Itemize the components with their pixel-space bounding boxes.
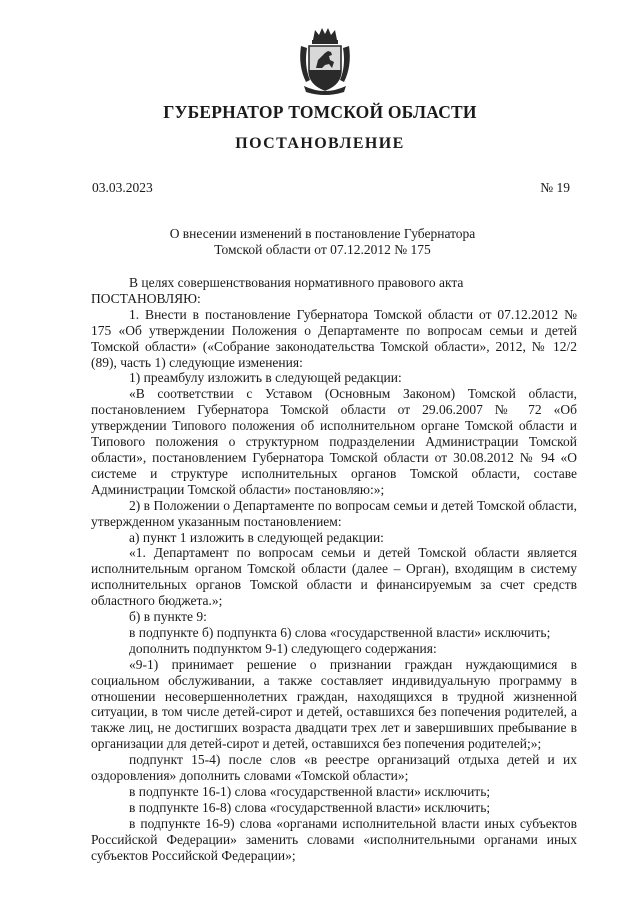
subject-line: Томской области от 07.12.2012 № 175 <box>214 242 431 257</box>
body-paragraph: «9-1) принимает решение о признании граждан нуждающимися в социальном обслуживании, а также составляет индивидуальную программу в отношении несовершеннолетних граждан, находящихся в трудной жизненной ситуации, в том числе детей-сирот и детей, оставшихся без попечения родителей, а также лиц, не достигших возраста двадцати трех лет и завершивших пребывание в организации для детей-сирот и детей, оставшихся без попечения родителей;»; <box>91 656 577 752</box>
body-paragraph: 1) преамбулу изложить в следующей редакции: <box>129 370 402 386</box>
governor-title: ГУБЕРНАТОР ТОМСКОЙ ОБЛАСТИ <box>163 102 477 122</box>
body-paragraph: 1. Внести в постановление Губернатора Томской области от 07.12.2012 № 175 «Об утверждении Положения о Департаменте по вопросам семьи и детей Томской области» («Собрание законодательства Томской области», 2012, № 12/2 (89), часть 1) следующие изменения: <box>91 306 577 370</box>
body-paragraph: «1. Департамент по вопросам семьи и детей Томской области является исполнительным органом Томской области (далее – Орган), входящим в систему исполнительных органов Томской области и финансируемым за счет средств областного бюджета.»; <box>91 545 577 609</box>
tomsk-coat-of-arms-icon <box>298 26 352 96</box>
body-paragraph: 2) в Положении о Департаменте по вопросам семьи и детей Томской области, утвержденном указанным постановлением: <box>91 497 577 529</box>
body-paragraph: а) пункт 1 изложить в следующей редакции: <box>129 529 384 545</box>
body-paragraph: в подпункте 16-8) слова «государственной власти» исключить; <box>129 799 491 815</box>
document-subject <box>150 226 495 258</box>
document-number: № 19 <box>540 180 570 195</box>
document-type: ПОСТАНОВЛЕНИЕ <box>235 135 405 152</box>
body-paragraph: в подпункте 16-9) слова «органами исполнительной власти иных субъектов Российской Федерации» заменить словами «исполнительными органами иных субъектов Российской Федерации»; <box>91 815 577 863</box>
body-paragraph: «В соответствии с Уставом (Основным Законом) Томской области, постановлением Губернатора Томской области от 29.06.2007 № 72 «Об утверждении Типового положения об исполнительном органе Томской области и Типового положения о структурном подразделении Администрации Томской области», постановлением Губернатора Томской области от 30.08.2012 № 94 «О системе и структуре исполнительных органов Томской области, составе Администрации Томской области» постановляю:»; <box>91 386 577 497</box>
subject-line: О внесении изменений в постановление Губернатора <box>169 226 476 241</box>
body-paragraph: в подпункте 16-1) слова «государственной власти» исключить; <box>129 784 491 799</box>
body-paragraph: б) в пункте 9: <box>129 609 207 625</box>
body-paragraph: дополнить подпунктом 9-1) следующего содержания: <box>129 640 437 656</box>
body-paragraph: ПОСТАНОВЛЯЮ: <box>91 290 201 306</box>
body-paragraph: В целях совершенствования нормативного правового акта <box>129 275 464 290</box>
document-body <box>91 275 577 864</box>
body-paragraph: в подпункте б) подпункта 6) слова «государственной власти» исключить; <box>129 624 551 640</box>
body-paragraph: подпункт 15-4) после слов «в реестре организаций отдыха детей и их оздоровления» дополнить словами «Томской области»; <box>91 752 577 784</box>
document-date: 03.03.2023 <box>92 180 153 195</box>
